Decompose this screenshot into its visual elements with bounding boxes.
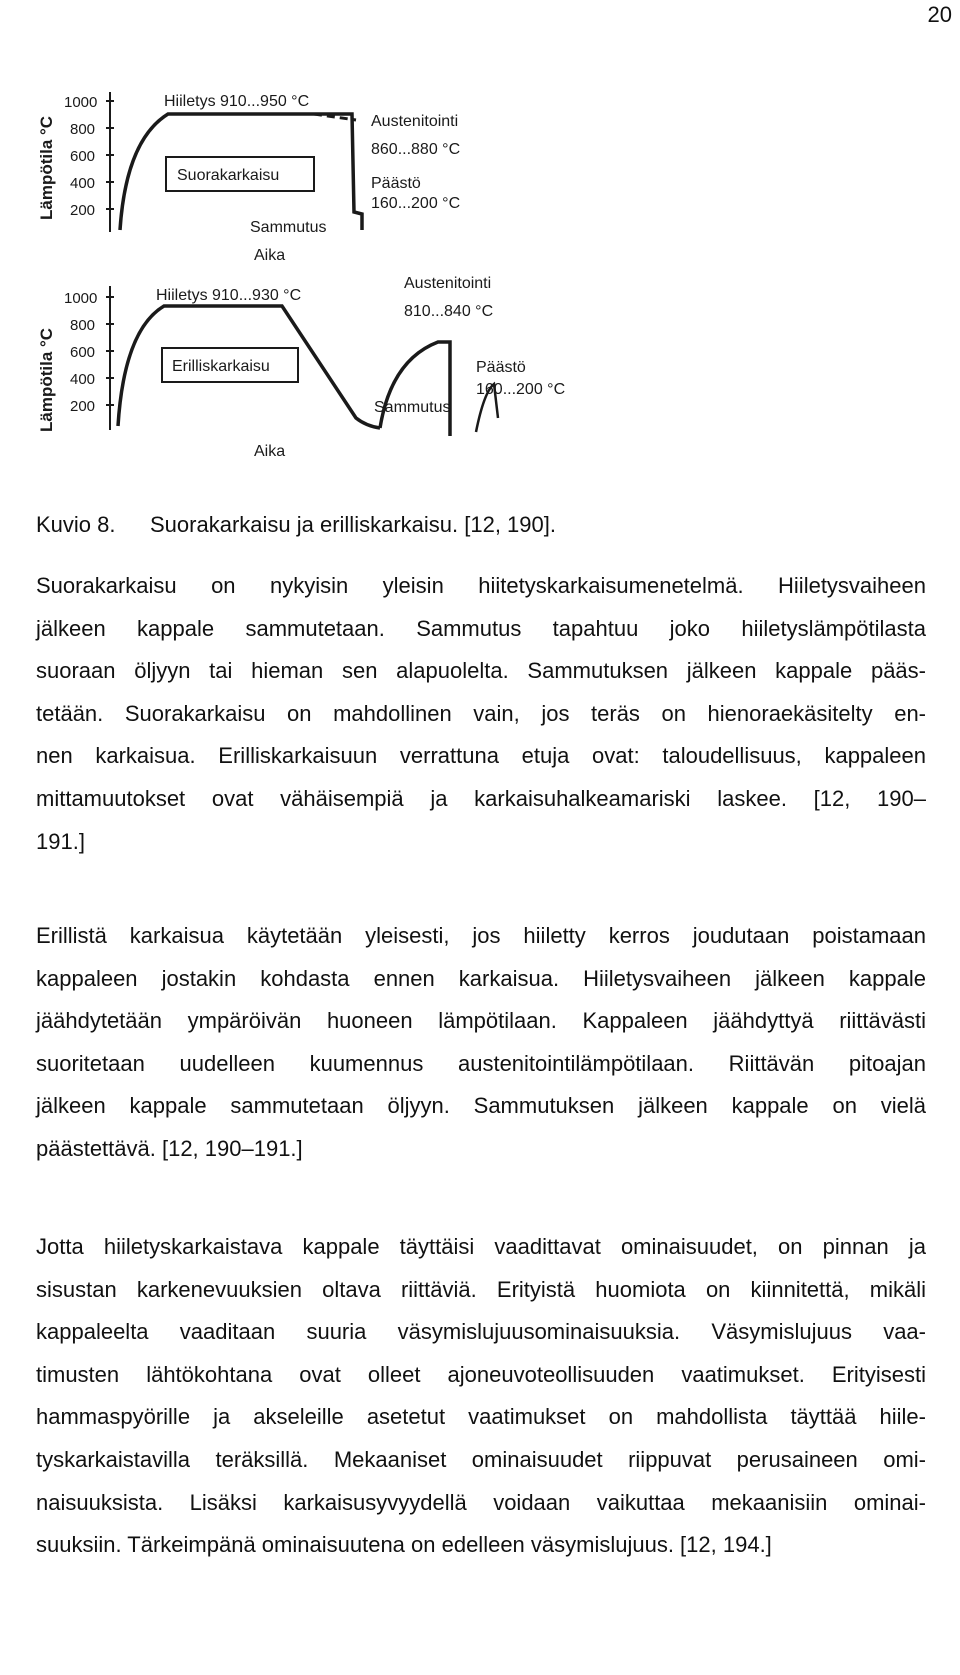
top-austenitizing-title: Austenitointi <box>371 113 459 130</box>
paragraph-line: Jotta hiiletyskarkaistava kappale täyttäisi vaadittavat ominaisuudet, on pinnan ja <box>36 1234 926 1259</box>
top-austenitizing-range: 860...880 °C <box>371 141 461 158</box>
figure-caption <box>36 512 556 538</box>
paragraph-line: suuksiin. Tärkeimpänä ominaisuutena on edelleen väsymislujuus. [12, 194.] <box>36 1532 772 1558</box>
paragraph-line: Erillistä karkaisua käytetään yleisesti, jos hiiletty kerros joudutaan poistamaan <box>36 923 926 948</box>
paragraph-line: tyskarkaistavilla teräksillä. Mekaaniset ominaisuudet riippuvat perusaineen omi- <box>36 1446 926 1472</box>
bottom-austenitizing-title: Austenitointi <box>404 275 492 292</box>
bottom-y-axis-label: Lämpötila °C <box>37 327 56 432</box>
paragraph-line: timusten lähtökohtana ovat olleet ajoneuvoteollisuuden vaatimukset. Erityisesti <box>36 1361 926 1387</box>
bottom-chart <box>37 275 565 460</box>
bottom-y-tick: 1000 <box>64 290 98 307</box>
top-quench-label: Sammutus <box>250 219 327 236</box>
bottom-y-tick: 800 <box>70 317 96 334</box>
caption-text: Suorakarkaisu ja erilliskarkaisu. [12, 190]. <box>150 512 556 537</box>
paragraph-separate-hardening <box>36 915 926 1171</box>
top-method-label: Suorakarkaisu <box>177 167 280 184</box>
paragraph-line: nen karkaisua. Erilliskarkaisuun verrattuna etuja ovat: taloudellisuus, kappaleen <box>36 743 926 769</box>
paragraph-line: tetään. Suorakarkaisu on mahdollinen vain, jos teräs on hienoraekäsitelty en- <box>36 700 926 726</box>
paragraph-line: 191.] <box>36 828 85 854</box>
paragraph-line: mittamuutokset ovat vähäisempiä ja karkaisuhalkeamariski laskee. [12, 190– <box>36 785 926 811</box>
paragraph-line: Suorakarkaisu on nykyisin yleisin hiitetyskarkaisumenetelmä. Hiiletysvaiheen <box>36 573 926 598</box>
paragraph-line: suoritetaan uudelleen kuumennus austenitointilämpötilaan. Riittävän pitoajan <box>36 1050 926 1076</box>
paragraph-line: jälkeen kappale sammutetaan öljyyn. Sammutuksen jälkeen kappale on vielä <box>36 1093 926 1119</box>
top-y-tick: 1000 <box>64 94 98 111</box>
paragraph-properties <box>36 1226 926 1567</box>
top-chart <box>37 92 460 264</box>
bottom-reheat-curve <box>380 342 450 436</box>
paragraph-line: kappaleen jostakin kohdasta ennen karkaisua. Hiiletysvaiheen jälkeen kappale <box>36 965 926 991</box>
bottom-austenitizing-range: 810...840 °C <box>404 303 494 320</box>
paragraph-line: sisustan karkenevuuksien oltava riittäviä. Erityistä huomiota on kiinnitettä, mikäli <box>36 1276 926 1302</box>
top-y-axis-label: Lämpötila °C <box>37 115 56 220</box>
bottom-x-axis-label: Aika <box>254 443 286 460</box>
caption-number: Kuvio 8. <box>36 512 116 537</box>
bottom-carburizing-label: Hiiletys 910...930 °C <box>156 287 302 304</box>
bottom-y-tick: 400 <box>70 371 96 388</box>
top-y-tick: 800 <box>70 121 96 138</box>
bottom-tempering-title: Päästö <box>476 359 526 376</box>
bottom-method-label: Erilliskarkaisu <box>172 358 270 375</box>
paragraph-line: päästettävä. [12, 190–191.] <box>36 1135 303 1161</box>
bottom-quench-label: Sammutus <box>374 399 451 416</box>
page-number: 20 <box>927 2 952 27</box>
top-tempering-range: 160...200 °C <box>371 195 461 212</box>
heat-treatment-figure <box>36 80 596 490</box>
bottom-y-axis <box>106 286 114 430</box>
top-tempering-title: Päästö <box>371 175 421 192</box>
paragraph-line: suoraan öljyyn tai hieman sen alapuolelta. Sammutuksen jälkeen kappale pääs- <box>36 658 926 684</box>
paragraph-line: jäähdytetään ympäröivän huoneen lämpötilaan. Kappaleen jäähdyttyä riittävästi <box>36 1008 926 1034</box>
top-x-axis-label: Aika <box>254 247 286 264</box>
top-y-tick: 200 <box>70 202 96 219</box>
paragraph-line: hammaspyörille ja akseleille asetetut vaatimukset on mahdollista täyttää hiile- <box>36 1404 926 1430</box>
top-y-tick: 600 <box>70 148 96 165</box>
paragraph-direct-hardening <box>36 565 926 863</box>
top-y-tick: 400 <box>70 175 96 192</box>
bottom-tempering-range: 160...200 °C <box>476 381 566 398</box>
bottom-y-tick: 200 <box>70 398 96 415</box>
paragraph-line: naisuuksista. Lisäksi karkaisusyvyydellä voidaan vaikuttaa mekaanisiin ominai- <box>36 1489 926 1515</box>
paragraph-line: jälkeen kappale sammutetaan. Sammutus tapahtuu joko hiiletyslämpötilasta <box>36 615 926 641</box>
top-y-axis <box>106 92 114 232</box>
bottom-y-tick: 600 <box>70 344 96 361</box>
top-carburizing-label: Hiiletys 910...950 °C <box>164 93 310 110</box>
paragraph-line: kappaleelta vaaditaan suuria väsymislujuusominaisuuksia. Väsymislujuus vaa- <box>36 1319 926 1345</box>
